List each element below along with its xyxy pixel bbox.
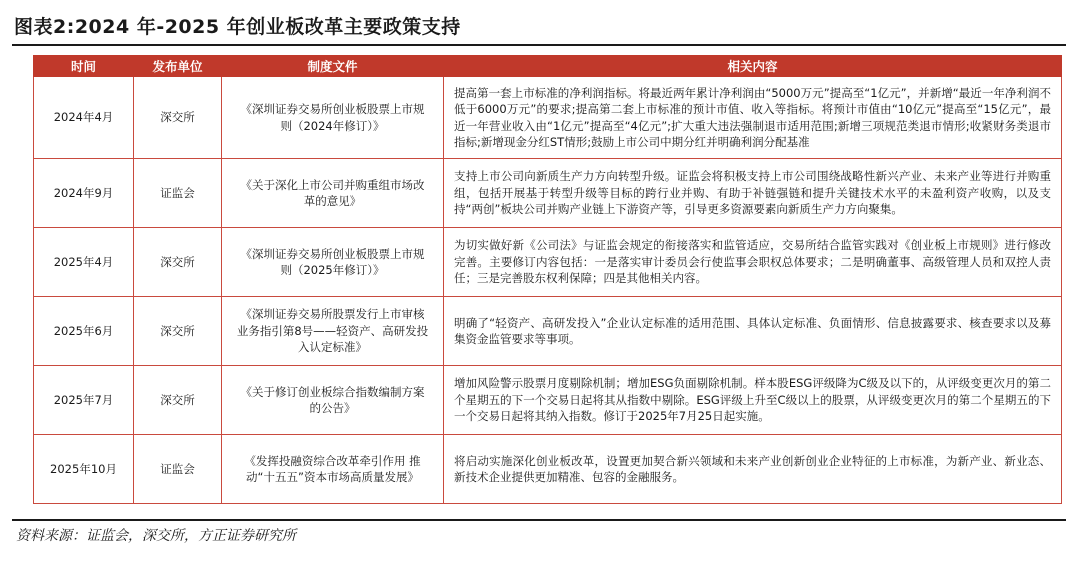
cell-time: 2025年6月 [34,297,134,366]
cell-issuer: 深交所 [134,77,222,159]
cell-time: 2025年7月 [34,366,134,435]
table-row [34,297,1062,366]
cell-content: 支持上市公司向新质生产力方向转型升级。证监会将积极支持上市公司围绕战略性新兴产业、未来产业等进行并购重组，包括开展基于转型升级等目标的跨行业并购、有助于补链强链和提升关键技术水平的未盈利资产收购，以及支持“两创”板块公司并购产业链上下游资产等，引导更多资源要素向新质生产力方向聚集。 [444,159,1062,228]
cell-content: 明确了“轻资产、高研发投入”企业认定标准的适用范围、具体认定标准、负面情形、信息披露要求、核查要求以及募集资金监管要求等事项。 [444,297,1062,366]
cell-document: 《发挥投融资综合改革牵引作用 推动“十五五”资本市场高质量发展》 [222,435,444,504]
cell-document: 《深圳证券交易所股票发行上市审核业务指引第8号——轻资产、高研发投入认定标准》 [222,297,444,366]
table-row [34,435,1062,504]
cell-content: 提高第一套上市标准的净利润指标。将最近两年累计净利润由“5000万元”提高至“1亿元”，并新增“最近一年净利润不低于6000万元”的要求;提高第二套上市标准的预计市值、收入等指标。将预计市值由“10亿元”提高至“15亿元”，最近一年营业收入由“1亿元”提高至“4亿元”;扩大重大违法强制退市适用范围;新增三项规范类退市情形;收紧财务类退市指标;新增现金分红ST情形;鼓励上市公司中期分红并明确利润分配基准 [444,77,1062,159]
cell-time: 2025年4月 [34,228,134,297]
header-time: 时间 [34,56,134,77]
table-header-row [34,56,1062,77]
cell-document: 《深圳证券交易所创业板股票上市规则（2024年修订）》 [222,77,444,159]
cell-issuer: 深交所 [134,297,222,366]
cell-document: 《关于深化上市公司并购重组市场改革的意见》 [222,159,444,228]
title-divider [12,44,1066,46]
table-row [34,366,1062,435]
cell-issuer: 证监会 [134,159,222,228]
figure-title: 图表2:2024 年-2025 年创业板改革主要政策支持 [14,16,461,38]
cell-time: 2024年9月 [34,159,134,228]
cell-time: 2024年4月 [34,77,134,159]
cell-issuer: 证监会 [134,435,222,504]
cell-content: 将启动实施深化创业板改革，设置更加契合新兴领域和未来产业创新创业企业特征的上市标准，为新产业、新业态、新技术企业提供更加精准、包容的金融服务。 [444,435,1062,504]
cell-document: 《关于修订创业板综合指数编制方案的公告》 [222,366,444,435]
cell-content: 增加风险警示股票月度剔除机制；增加ESG负面剔除机制。样本股ESG评级降为C级及以下的，从评级变更次月的第二个星期五的下一个交易日起将其从指数中剔除。ESG评级上升至C级以上的股票，从评级变更次月的第二个星期五的下一个交易日起将其纳入指数。修订于2025年7月25日起实施。 [444,366,1062,435]
source-note: 资料来源：证监会，深交所，方正证券研究所 [16,528,296,544]
header-document: 制度文件 [222,56,444,77]
header-issuer: 发布单位 [134,56,222,77]
table-row [34,77,1062,159]
cell-time: 2025年10月 [34,435,134,504]
cell-content: 为切实做好新《公司法》与证监会规定的衔接落实和监管适应，交易所结合监管实践对《创业板上市规则》进行修改完善。主要修订内容包括：一是落实审计委员会行使监事会职权总体要求；二是明确董事、高级管理人员和双控人责任；三是完善股东权利保障；四是其他相关内容。 [444,228,1062,297]
policy-table [33,55,1062,504]
cell-issuer: 深交所 [134,366,222,435]
table-row [34,159,1062,228]
header-content: 相关内容 [444,56,1062,77]
source-divider [12,519,1066,521]
cell-issuer: 深交所 [134,228,222,297]
table-row [34,228,1062,297]
cell-document: 《深圳证券交易所创业板股票上市规则（2025年修订）》 [222,228,444,297]
